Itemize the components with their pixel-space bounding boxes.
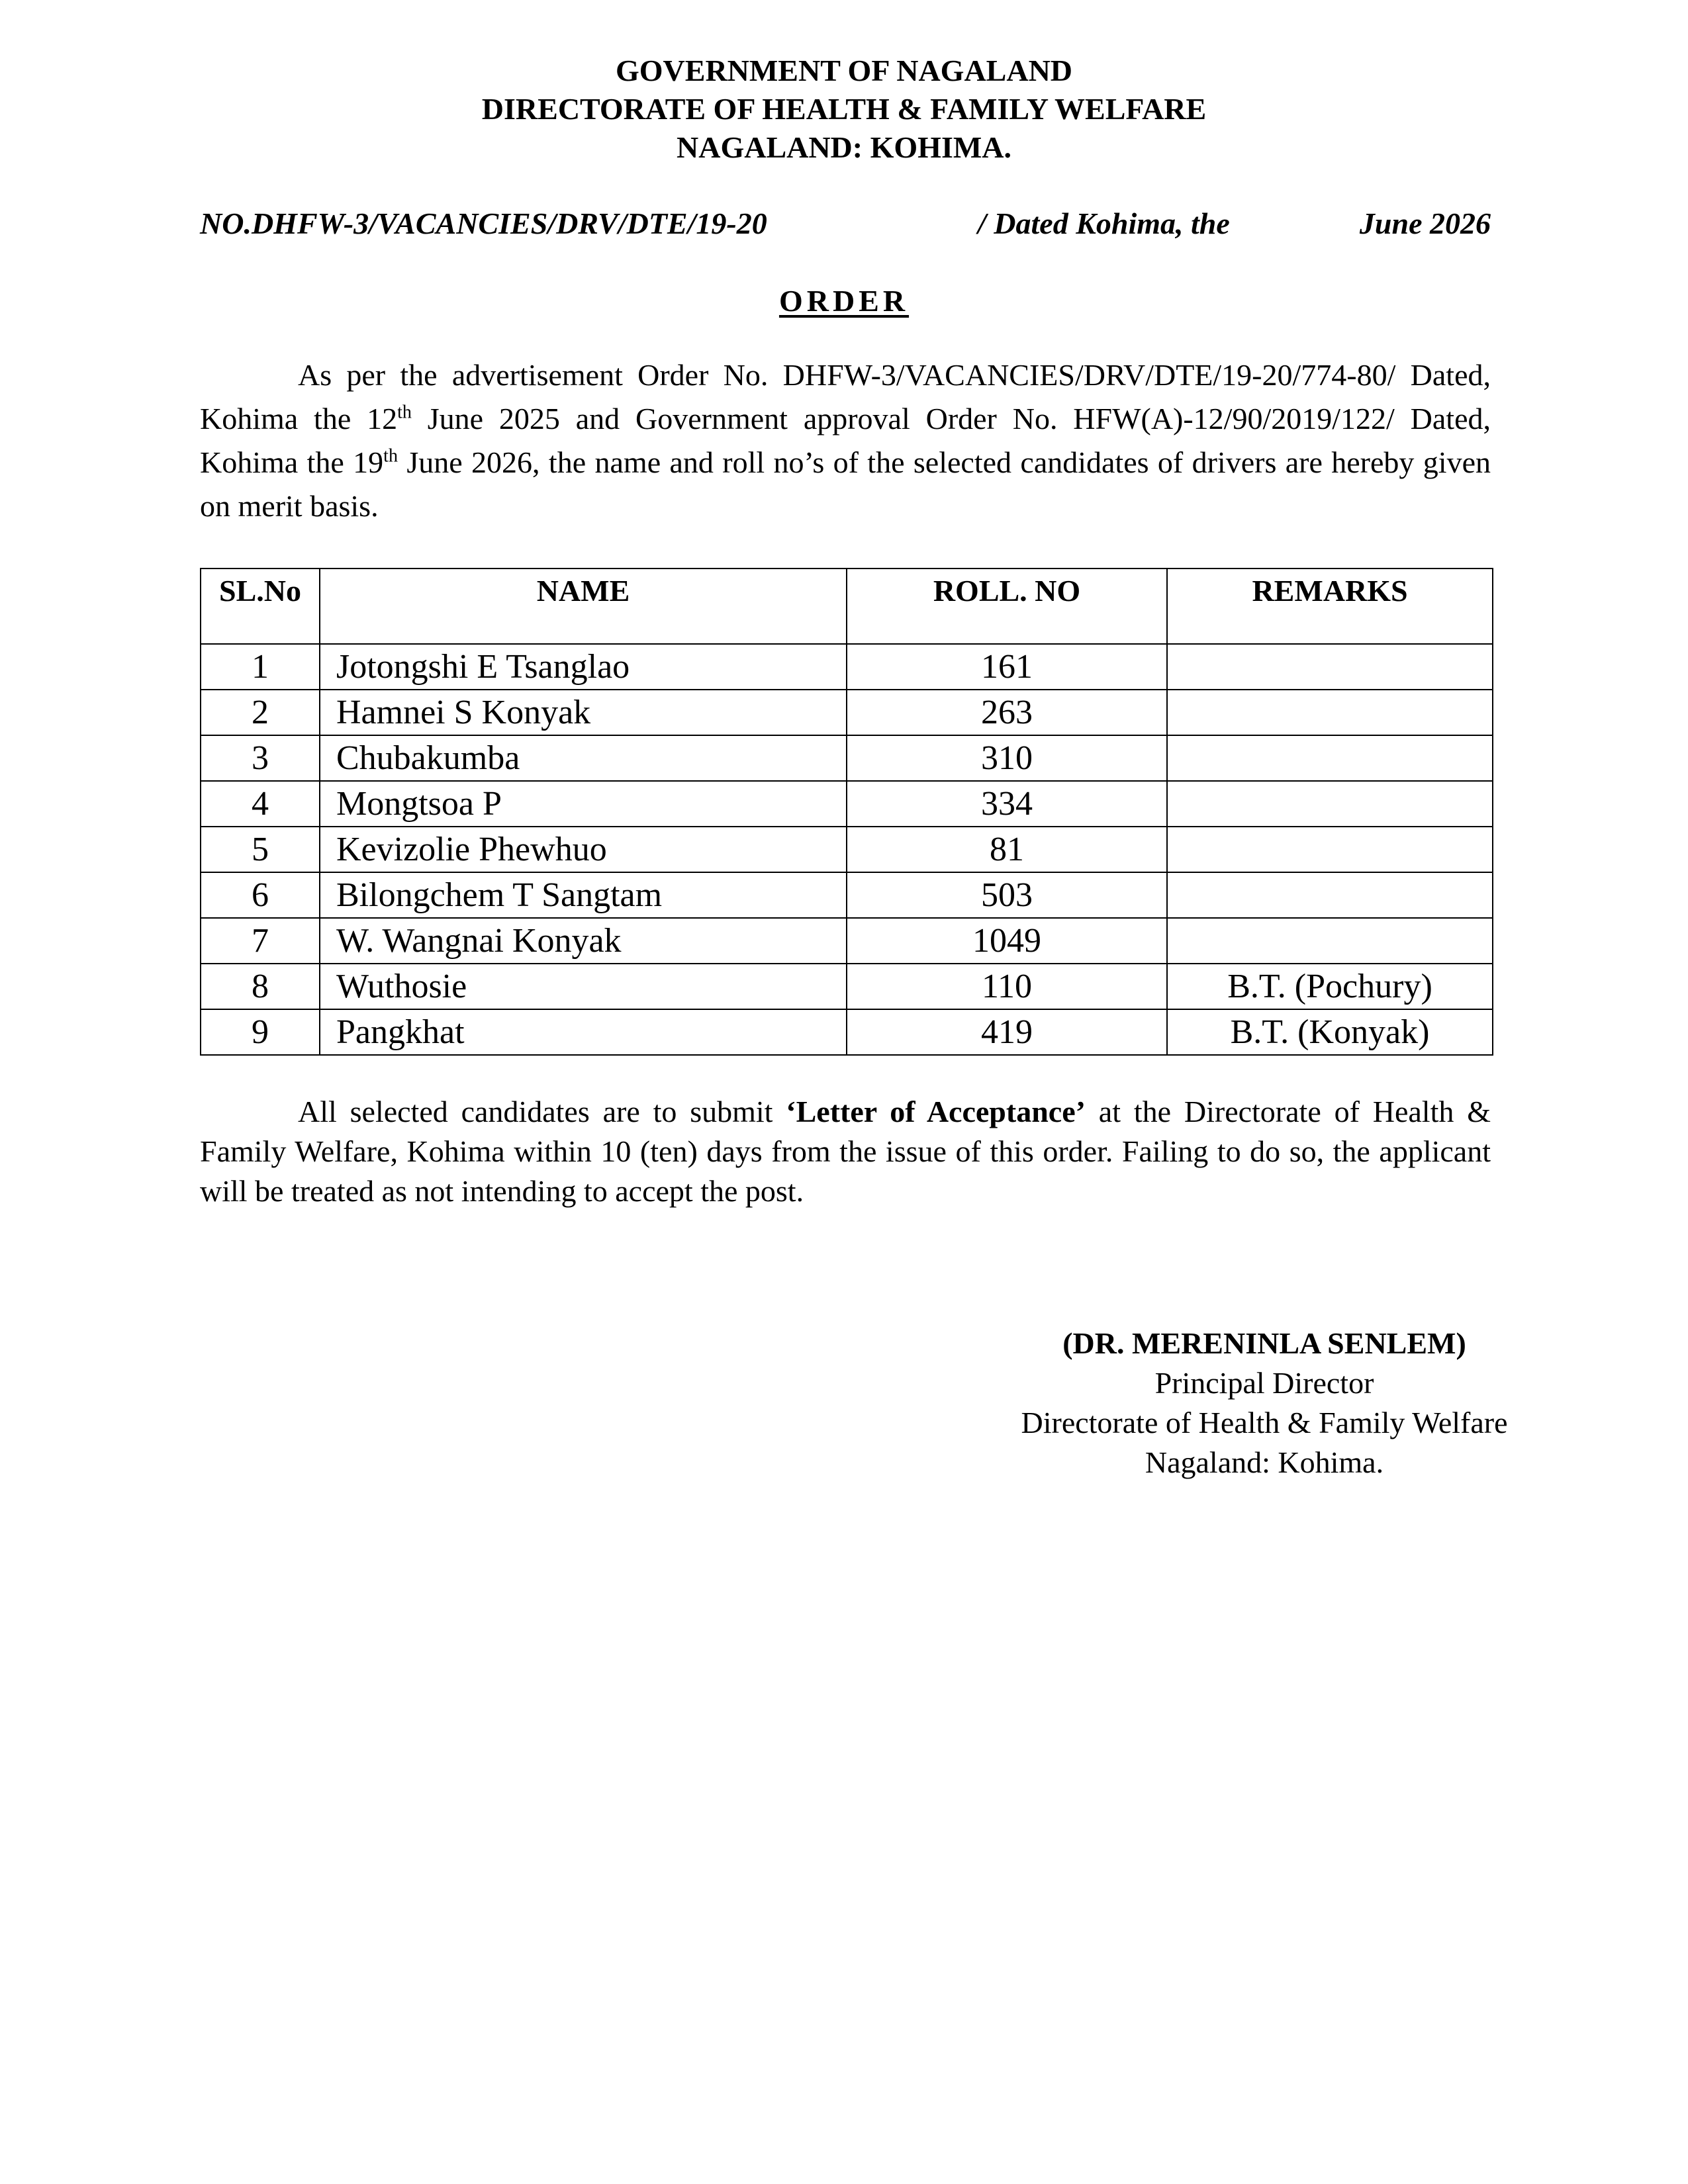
table-row [201,964,1493,1009]
cell-roll-no: 503 [847,872,1167,918]
cell-name: Hamnei S Konyak [320,690,847,735]
header-name: NAME [320,569,847,644]
signatory-name: (DR. MERENINLA SENLEM) [1062,1326,1466,1360]
cell-roll-no: 1049 [847,918,1167,964]
cell-sl-no: 3 [201,735,320,781]
cell-name: Bilongchem T Sangtam [320,872,847,918]
paragraph-text-3: June 2026, the name and roll no’s of the selected candidates of drivers are hereby given on merit basis. [200,445,1491,523]
header-roll-no: ROLL. NO [847,569,1167,644]
signatory-designation: Principal Director [1154,1366,1374,1400]
acceptance-text-2: at the Directorate of Health & Family Welfare, Kohima within 10 (ten) days from the issue of this order. Failing to do so, the applicant will be treated as not intending to accept the post. [200,1095,1491,1208]
cell-remarks [1167,690,1493,735]
acceptance-letter-title: ‘Letter of Acceptance’ [786,1095,1086,1128]
cell-name: Wuthosie [320,964,847,1009]
cell-remarks [1167,644,1493,690]
table-row [201,781,1493,827]
cell-name: W. Wangnai Konyak [320,918,847,964]
ordinal-suffix: th [397,402,412,423]
order-paragraph [200,353,1491,528]
cell-roll-no: 419 [847,1009,1167,1055]
cell-roll-no: 334 [847,781,1167,827]
signatory-place: Nagaland: Kohima. [1145,1445,1384,1479]
cell-sl-no: 5 [201,827,320,872]
signature-block [914,1324,1615,1482]
cell-sl-no: 9 [201,1009,320,1055]
cell-sl-no: 7 [201,918,320,964]
table-row [201,827,1493,872]
cell-roll-no: 81 [847,827,1167,872]
table-header-row [201,569,1493,644]
signatory-office: Directorate of Health & Family Welfare [1021,1406,1508,1439]
cell-remarks [1167,827,1493,872]
acceptance-text-1: All selected candidates are to submit [298,1095,786,1128]
cell-name: Kevizolie Phewhuo [320,827,847,872]
letterhead-directorate: DIRECTORATE OF HEALTH & FAMILY WELFARE [481,92,1207,126]
cell-roll-no: 110 [847,964,1167,1009]
cell-remarks: B.T. (Pochury) [1167,964,1493,1009]
ordinal-suffix: th [383,445,398,467]
cell-sl-no: 1 [201,644,320,690]
paragraph-text-2: June 2025 and Government approval Order No. HFW(A)-12/90/2019/122/ Dated, Kohima the 19 [200,402,1491,479]
cell-name: Mongtsoa P [320,781,847,827]
selected-candidates-table [200,568,1493,1056]
reference-dated: / Dated Kohima, the [978,206,1230,240]
table-row [201,872,1493,918]
cell-remarks [1167,735,1493,781]
cell-roll-no: 161 [847,644,1167,690]
table-row [201,644,1493,690]
header-sl-no: SL.No [201,569,320,644]
cell-remarks [1167,918,1493,964]
letterhead-location: NAGALAND: KOHIMA. [677,130,1011,164]
cell-sl-no: 8 [201,964,320,1009]
cell-remarks [1167,781,1493,827]
cell-sl-no: 4 [201,781,320,827]
reference-month-year: June 2026 [1359,206,1491,240]
reference-line [200,204,1491,244]
reference-number: NO.DHFW-3/VACANCIES/DRV/DTE/19-20 [200,206,767,240]
letterhead-government: GOVERNMENT OF NAGALAND [615,54,1073,87]
cell-remarks: B.T. (Konyak) [1167,1009,1493,1055]
cell-roll-no: 263 [847,690,1167,735]
table-row [201,918,1493,964]
cell-sl-no: 6 [201,872,320,918]
cell-remarks [1167,872,1493,918]
order-title: ORDER [778,284,910,318]
table-row [201,735,1493,781]
table-row [201,1009,1493,1055]
acceptance-paragraph [200,1092,1491,1211]
cell-roll-no: 310 [847,735,1167,781]
cell-name: Pangkhat [320,1009,847,1055]
paragraph-text-1: As per the advertisement Order No. DHFW-3/VACANCIES/DRV/DTE/19-20/774-80/ Dated, Kohima the 12 [200,358,1491,435]
cell-name: Chubakumba [320,735,847,781]
cell-sl-no: 2 [201,690,320,735]
header-remarks: REMARKS [1167,569,1493,644]
table-row [201,690,1493,735]
cell-name: Jotongshi E Tsanglao [320,644,847,690]
letterhead [0,52,1688,167]
